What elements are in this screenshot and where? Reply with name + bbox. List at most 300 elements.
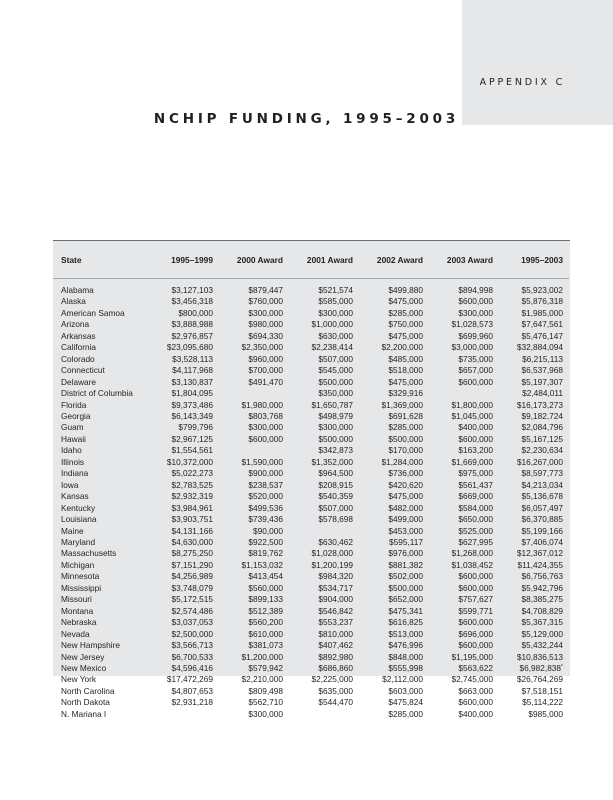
amount-cell: $560,200	[248, 617, 283, 628]
amount-cell: $1,153,032	[241, 559, 283, 570]
amount-cell: $381,073	[248, 640, 283, 651]
column-header: 1995–2003	[521, 254, 563, 265]
amount-cell: $453,000	[388, 525, 423, 536]
amount-cell: $899,133	[248, 594, 283, 605]
amount-cell: $976,000	[388, 548, 423, 559]
amount-cell: $5,942,796	[521, 582, 563, 593]
amount-cell	[289, 526, 359, 537]
amount-cell: $2,084,796	[521, 422, 563, 433]
amount-cell: $476,996	[388, 640, 423, 651]
amount-cell: $5,114,222	[522, 697, 563, 708]
amount-cell: $10,372,000	[166, 456, 213, 467]
amount-cell: $4,596,416	[171, 662, 213, 673]
amount-cell: $603,000	[388, 685, 423, 696]
table-row	[53, 663, 569, 674]
amount-cell	[219, 445, 289, 456]
amount-cell: $800,000	[178, 307, 213, 318]
amount-cell: $285,000	[388, 307, 423, 318]
amount-cell: $985,000	[528, 708, 563, 719]
state-cell: California	[61, 342, 97, 353]
amount-cell: $475,000	[388, 296, 423, 307]
amount-cell: $6,143,349	[171, 410, 213, 421]
amount-cell: $2,500,000	[171, 628, 213, 639]
amount-cell: $578,698	[318, 514, 353, 525]
column-header: 2001 Award	[306, 254, 353, 265]
amount-cell: $1,038,452	[451, 559, 493, 570]
amount-cell: $735,000	[458, 353, 493, 364]
amount-cell: $694,330	[248, 330, 283, 341]
amount-cell: $1,195,000	[451, 651, 493, 662]
amount-cell: $579,942	[248, 662, 283, 673]
amount-cell: $475,000	[388, 491, 423, 502]
table-row	[53, 583, 569, 594]
amount-cell: $521,574	[318, 285, 353, 295]
amount-cell: $600,000	[458, 697, 493, 708]
state-cell: Florida	[61, 399, 87, 410]
amount-cell: $652,000	[388, 594, 423, 605]
amount-cell: $964,500	[318, 468, 353, 479]
state-cell: Colorado	[61, 353, 95, 364]
table-body	[53, 279, 569, 721]
amount-cell: $5,876,318	[521, 296, 563, 307]
amount-cell: $736,000	[388, 468, 423, 479]
state-cell: Delaware	[61, 376, 97, 387]
amount-cell: $1,980,000	[241, 399, 283, 410]
amount-cell: $507,000	[318, 353, 353, 364]
table-row	[53, 457, 569, 468]
amount-cell: $546,842	[318, 605, 353, 616]
amount-cell: $848,000	[388, 651, 423, 662]
amount-cell: $400,000	[458, 708, 493, 719]
amount-cell: $600,000	[458, 571, 493, 582]
amount-cell: $5,172,515	[171, 594, 213, 605]
table-row	[53, 697, 569, 708]
state-cell: Maine	[61, 525, 84, 536]
amount-cell: $760,000	[248, 296, 283, 307]
state-cell: Illinois	[61, 456, 85, 467]
column-header: 2002 Award	[376, 254, 423, 265]
amount-cell: $560,000	[248, 582, 283, 593]
amount-cell: $413,454	[248, 571, 283, 582]
amount-cell: $635,000	[318, 685, 353, 696]
column-header: 1995–1999	[171, 254, 213, 265]
state-cell: Missouri	[61, 594, 92, 605]
state-cell: Mississippi	[61, 582, 102, 593]
amount-cell: $1,268,000	[451, 548, 493, 559]
table-row	[53, 606, 569, 617]
amount-cell: $2,112,000	[382, 674, 423, 685]
amount-cell: $4,131,166	[171, 525, 213, 536]
amount-cell: $7,647,561	[521, 319, 563, 330]
amount-cell: $4,117,968	[172, 365, 213, 376]
amount-cell: $750,000	[388, 319, 423, 330]
amount-cell: $300,000	[248, 708, 283, 719]
table-row	[53, 468, 569, 479]
table-row	[53, 686, 569, 697]
table-row	[53, 308, 569, 319]
table-row	[53, 331, 569, 342]
amount-cell: $650,000	[458, 514, 493, 525]
amount-cell: $499,000	[388, 514, 423, 525]
amount-cell: $400,000	[458, 422, 493, 433]
table-row	[53, 594, 569, 605]
amount-cell: $23,095,680	[166, 342, 213, 353]
amount-cell: $12,367,012	[516, 548, 563, 559]
amount-cell: $922,500	[248, 536, 283, 547]
table-row	[53, 617, 569, 628]
state-cell: Nebraska	[61, 617, 97, 628]
amount-cell: $600,000	[458, 617, 493, 628]
amount-cell: $1,284,000	[381, 456, 423, 467]
amount-cell: $600,000	[248, 433, 283, 444]
amount-cell: $2,210,000	[241, 674, 283, 685]
amount-cell: $5,923,002	[521, 285, 563, 295]
amount-cell: $9,373,486	[171, 399, 213, 410]
amount-cell: $757,627	[458, 594, 493, 605]
amount-cell: $2,967,125	[171, 433, 213, 444]
amount-cell: $482,000	[388, 502, 423, 513]
amount-cell: $5,476,147	[521, 330, 563, 341]
amount-cell: $475,000	[388, 376, 423, 387]
amount-cell: $170,000	[388, 445, 423, 456]
table-row	[53, 480, 569, 491]
state-cell: New Hampshire	[61, 640, 121, 651]
amount-cell: $5,197,307	[521, 376, 563, 387]
amount-cell: $3,456,318	[171, 296, 213, 307]
amount-cell: $2,350,000	[241, 342, 283, 353]
amount-cell: $2,932,319	[171, 491, 213, 502]
state-cell: Kentucky	[61, 502, 96, 513]
amount-cell: $3,888,988	[171, 319, 213, 330]
amount-cell: $563,622	[458, 662, 493, 673]
amount-cell: $600,000	[458, 640, 493, 651]
state-cell: New Mexico	[61, 662, 107, 673]
amount-cell: $8,385,275	[521, 594, 563, 605]
amount-cell: $8,597,773	[521, 468, 563, 479]
amount-cell: $16,173,273	[516, 399, 563, 410]
state-cell: Maryland	[61, 536, 96, 547]
amount-cell: $16,267,000	[516, 456, 563, 467]
state-cell: Connecticut	[61, 365, 105, 376]
amount-cell: $975,000	[458, 468, 493, 479]
amount-cell: $1,200,199	[311, 559, 353, 570]
amount-cell: $5,136,678	[521, 491, 563, 502]
table-row	[53, 365, 569, 376]
amount-cell: $1,804,095	[171, 388, 213, 399]
amount-cell: $5,199,166	[521, 525, 563, 536]
table-row	[53, 640, 569, 651]
amount-cell: $562,710	[248, 697, 283, 708]
amount-cell: $534,717	[318, 582, 353, 593]
amount-cell: $513,000	[388, 628, 423, 639]
column-header: 2003 Award	[446, 254, 493, 265]
amount-cell: $5,022,273	[171, 468, 213, 479]
table-row	[53, 514, 569, 525]
amount-cell: $9,182,724	[521, 410, 563, 421]
table-row	[53, 652, 569, 663]
amount-cell: $300,000	[248, 422, 283, 433]
amount-cell: $984,320	[318, 571, 353, 582]
footnote-marker: *	[561, 663, 563, 670]
amount-cell: $894,998	[458, 285, 493, 295]
amount-cell: $892,980	[318, 651, 353, 662]
amount-cell: $3,528,113	[172, 353, 213, 364]
amount-cell	[499, 663, 569, 674]
amount-cell: $1,352,000	[311, 456, 353, 467]
amount-cell: $600,000	[458, 296, 493, 307]
amount-cell: $1,650,787	[311, 399, 353, 410]
amount-cell: $342,873	[318, 445, 353, 456]
state-cell: American Samoa	[61, 307, 125, 318]
amount-cell: $803,768	[248, 410, 283, 421]
amount-cell: $502,000	[388, 571, 423, 582]
amount-cell: $700,000	[248, 365, 283, 376]
amount-cell: $163,200	[458, 445, 493, 456]
amount-cell: $520,000	[248, 491, 283, 502]
amount-cell: $4,708,829	[521, 605, 563, 616]
state-cell: Louisiana	[61, 514, 97, 525]
amount-cell: $699,960	[458, 330, 493, 341]
amount-cell: $1,028,000	[311, 548, 353, 559]
amount-cell: $285,000	[388, 422, 423, 433]
amount-cell: $499,536	[248, 502, 283, 513]
amount-cell: $1,590,000	[241, 456, 283, 467]
amount-cell: $3,000,000	[451, 342, 493, 353]
amount-cell: $238,537	[248, 479, 283, 490]
amount-cell: $1,028,573	[451, 319, 493, 330]
amount-cell: $3,127,103	[171, 285, 213, 295]
amount-cell: $350,000	[318, 388, 353, 399]
state-cell: Minnesota	[61, 571, 100, 582]
state-cell: Montana	[61, 605, 94, 616]
table-row	[53, 422, 569, 433]
amount-cell: $540,359	[318, 491, 353, 502]
amount-cell: $980,000	[248, 319, 283, 330]
column-header: State	[61, 254, 82, 265]
amount-cell: $595,117	[389, 536, 423, 547]
amount-cell: $6,215,113	[522, 353, 563, 364]
amount-cell: $500,000	[388, 433, 423, 444]
amount-cell: $300,000	[318, 307, 353, 318]
amount-cell: $285,000	[388, 708, 423, 719]
table-row	[53, 434, 569, 445]
amount-cell: $17,472,269	[166, 674, 213, 685]
funding-table-panel	[53, 240, 570, 719]
amount-cell	[219, 388, 289, 399]
amount-cell: $616,825	[388, 617, 423, 628]
state-cell: N. Mariana I	[61, 708, 107, 719]
state-cell: Indiana	[61, 468, 89, 479]
amount-cell: $881,382	[388, 559, 423, 570]
amount-cell: $4,213,034	[521, 479, 563, 490]
amount-cell: $300,000	[458, 307, 493, 318]
amount-cell: $696,000	[458, 628, 493, 639]
amount-cell: $600,000	[458, 582, 493, 593]
state-cell: Idaho	[61, 445, 82, 456]
amount-cell: $1,554,561	[171, 445, 213, 456]
amount-cell: $809,498	[248, 685, 283, 696]
state-cell: New York	[61, 674, 97, 685]
table-row	[53, 537, 569, 548]
state-cell: Nevada	[61, 628, 90, 639]
state-cell: Hawaii	[61, 433, 86, 444]
amount-cell: $3,037,053	[171, 617, 213, 628]
amount-cell: $10,836,513	[516, 651, 563, 662]
state-cell: North Dakota	[61, 697, 110, 708]
amount-cell: $1,200,000	[241, 651, 283, 662]
amount-cell: $4,807,653	[171, 685, 213, 696]
amount-cell: $5,432,244	[521, 640, 563, 651]
amount-cell: $208,915	[318, 479, 353, 490]
amount-cell: $500,000	[388, 582, 423, 593]
amount-cell: $3,566,713	[171, 640, 213, 651]
amount-cell: $7,151,290	[171, 559, 213, 570]
table-header-row	[53, 241, 569, 279]
amount-cell: $657,000	[458, 365, 493, 376]
amount-cell: $7,406,074	[521, 536, 563, 547]
amount-cell: $555,998	[388, 662, 423, 673]
state-cell: Arizona	[61, 319, 90, 330]
table-row	[53, 354, 569, 365]
amount-cell: $475,341	[388, 605, 423, 616]
amount-cell: $2,225,000	[311, 674, 353, 685]
amount-cell: $600,000	[458, 376, 493, 387]
table-row	[53, 342, 569, 353]
amount-cell: $600,000	[458, 433, 493, 444]
table-row	[53, 560, 569, 571]
table-row	[53, 709, 569, 720]
table-row	[53, 377, 569, 388]
state-cell: Alaska	[61, 296, 86, 307]
amount-cell: $1,000,000	[311, 319, 353, 330]
amount-cell: $498,979	[318, 410, 353, 421]
amount-cell: $90,000	[253, 525, 283, 536]
amount-cell: $525,000	[458, 525, 493, 536]
amount-cell: $2,574,486	[171, 605, 213, 616]
table-row	[53, 445, 569, 456]
amount-cell: $300,000	[248, 307, 283, 318]
amount-cell: $4,256,989	[171, 571, 213, 582]
page-title: NCHIP FUNDING, 1995–2003	[153, 111, 460, 127]
amount-cell: $1,045,000	[451, 410, 493, 421]
amount-cell: $485,000	[388, 353, 423, 364]
table-row	[53, 411, 569, 422]
table-row	[53, 503, 569, 514]
amount-cell: $5,367,315	[521, 617, 563, 628]
state-cell: Michigan	[61, 559, 95, 570]
amount-cell: $584,000	[458, 502, 493, 513]
amount-cell: $475,824	[388, 697, 423, 708]
state-cell: District of Columbia	[61, 388, 133, 399]
amount-cell: $1,369,000	[381, 399, 423, 410]
state-cell: North Carolina	[61, 685, 115, 696]
amount-cell: $518,000	[388, 365, 423, 376]
table-row	[53, 491, 569, 502]
amount-cell: $879,447	[248, 285, 283, 295]
state-cell: Arkansas	[61, 330, 96, 341]
amount-cell: $1,800,000	[451, 399, 493, 410]
amount-cell: $2,238,414	[311, 342, 353, 353]
amount-cell	[289, 709, 359, 720]
amount-cell: $627,995	[458, 536, 493, 547]
amount-cell: $499,880	[388, 285, 423, 295]
amount-cell: $1,669,000	[451, 456, 493, 467]
amount-cell: $799,796	[178, 422, 213, 433]
amount-cell: $500,000	[318, 376, 353, 387]
amount-cell: $2,745,000	[451, 674, 493, 685]
amount-cell	[149, 709, 219, 720]
amount-cell: $3,130,837	[171, 376, 213, 387]
amount-cell: $475,000	[388, 330, 423, 341]
amount-cell: $1,985,000	[521, 307, 563, 318]
table-row	[53, 285, 569, 296]
state-cell: Alabama	[61, 285, 94, 295]
table-row	[53, 400, 569, 411]
amount-cell: $904,000	[318, 594, 353, 605]
amount-cell: $585,000	[318, 296, 353, 307]
amount-cell: $739,436	[248, 514, 283, 525]
amount-cell: $3,903,751	[171, 514, 213, 525]
amount-cell: $4,630,000	[171, 536, 213, 547]
amount-cell: $960,000	[248, 353, 283, 364]
amount-cell: $2,976,857	[171, 330, 213, 341]
amount-cell: $2,931,218	[171, 697, 213, 708]
table-row	[53, 296, 569, 307]
state-cell: Kansas	[61, 491, 89, 502]
amount-cell: $630,462	[318, 536, 353, 547]
state-cell: Georgia	[61, 410, 91, 421]
amount-cell: $6,057,497	[521, 502, 563, 513]
state-cell: Guam	[61, 422, 84, 433]
amount-cell: $544,470	[318, 697, 353, 708]
amount-cell: $2,230,634	[521, 445, 563, 456]
amount-cell: $500,000	[318, 433, 353, 444]
amount-cell: $2,783,525	[171, 479, 213, 490]
amount-cell: $329,916	[388, 388, 423, 399]
amount-cell: $26,764,269	[516, 674, 563, 685]
amount-cell: $691,628	[388, 410, 423, 421]
amount-cell: $32,884,094	[516, 342, 563, 353]
amount-cell: $300,000	[318, 422, 353, 433]
amount-cell: $7,518,151	[521, 685, 563, 696]
column-header: 2000 Award	[236, 254, 283, 265]
appendix-label: APPENDIX C	[479, 77, 565, 88]
table-row	[53, 674, 569, 685]
amount-cell: $2,484,011	[522, 388, 563, 399]
table-row	[53, 526, 569, 537]
amount-cell: $3,984,961	[171, 502, 213, 513]
table-row	[53, 548, 569, 559]
amount-cell: $407,462	[318, 640, 353, 651]
state-cell: Iowa	[61, 479, 79, 490]
amount-cell: $630,000	[318, 330, 353, 341]
amount-cell: $11,424,355	[517, 559, 563, 570]
amount-cell: $507,000	[318, 502, 353, 513]
amount-cell: $5,129,000	[521, 628, 563, 639]
amount-cell: $545,000	[318, 365, 353, 376]
amount-cell: $420,620	[388, 479, 423, 490]
amount-cell: $900,000	[248, 468, 283, 479]
state-cell: New Jersey	[61, 651, 105, 662]
amount-cell: $512,389	[248, 605, 283, 616]
amount-cell: $8,275,250	[171, 548, 213, 559]
amount-cell: $663,000	[458, 685, 493, 696]
state-cell: Massachusetts	[61, 548, 117, 559]
amount-cell: $6,370,885	[521, 514, 563, 525]
amount-cell: $3,748,079	[171, 582, 213, 593]
amount-cell: $6,700,533	[171, 651, 213, 662]
amount-cell: $2,200,000	[381, 342, 423, 353]
